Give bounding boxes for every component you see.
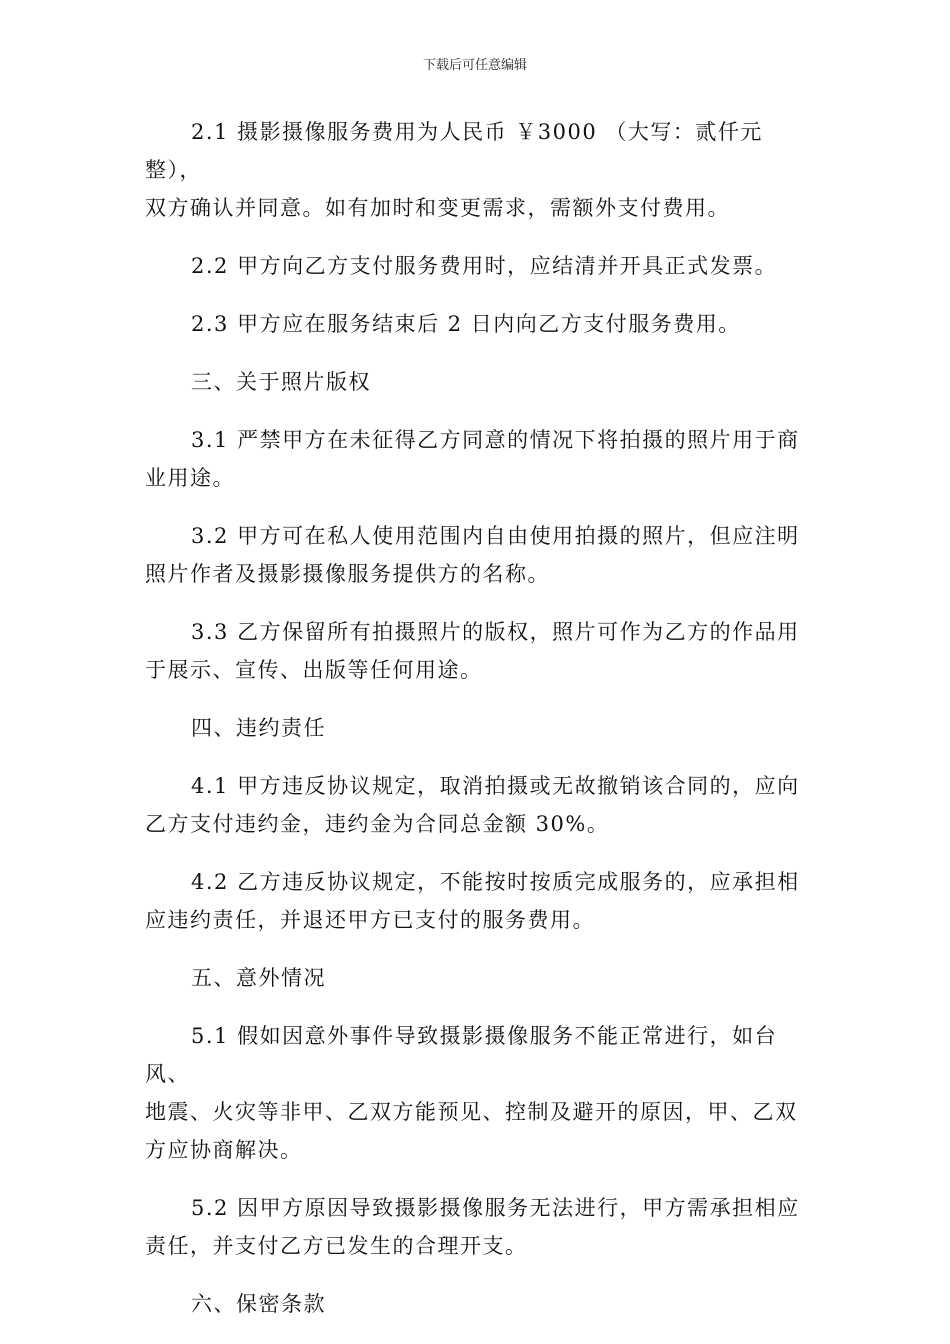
paragraph-line: 乙方支付违约金，违约金为合同总金额 30%。	[145, 812, 610, 836]
paragraph-line: 3.1 严禁甲方在未征得乙方同意的情况下将拍摄的照片用于商	[191, 428, 800, 452]
paragraph-4-1	[145, 767, 811, 843]
section-heading: 六、保密条款	[191, 1292, 326, 1316]
paragraph-5-2	[145, 1189, 811, 1265]
section-heading-3	[145, 363, 811, 401]
paragraph-5-1	[145, 1017, 811, 1169]
paragraph-line: 5.1 假如因意外事件导致摄影摄像服务不能正常进行，如台风、	[145, 1024, 778, 1086]
section-heading: 三、关于照片版权	[191, 370, 371, 394]
section-heading-6	[145, 1285, 811, 1323]
paragraph-line: 3.3 乙方保留所有拍摄照片的版权，照片可作为乙方的作品用	[191, 620, 800, 644]
paragraph-line: 3.2 甲方可在私人使用范围内自由使用拍摄的照片，但应注明	[191, 524, 800, 548]
paragraph-line: 4.1 甲方违反协议规定，取消拍摄或无故撤销该合同的，应向	[191, 774, 800, 798]
paragraph-line: 2.3 甲方应在服务结束后 2 日内向乙方支付服务费用。	[191, 312, 741, 336]
paragraph-line: 双方确认并同意。如有加时和变更需求，需额外支付费用。	[145, 196, 730, 220]
paragraph-2-2	[145, 247, 811, 285]
paragraph-line: 2.2 甲方向乙方支付服务费用时，应结清并开具正式发票。	[191, 254, 778, 278]
paragraph-line: 5.2 因甲方原因导致摄影摄像服务无法进行，甲方需承担相应	[191, 1196, 800, 1220]
section-heading-5	[145, 959, 811, 997]
paragraph-line: 2.1 摄影摄像服务费用为人民币 ￥3000 （大写：贰仟元整），	[145, 120, 763, 182]
paragraph-line: 于展示、宣传、出版等任何用途。	[145, 658, 483, 682]
paragraph-line: 方应协商解决。	[145, 1138, 303, 1162]
paragraph-line: 应违约责任，并退还甲方已支付的服务费用。	[145, 908, 595, 932]
paragraph-3-1	[145, 421, 811, 497]
paragraph-4-2	[145, 863, 811, 939]
section-heading: 四、违约责任	[191, 716, 326, 740]
paragraph-line: 业用途。	[145, 466, 235, 490]
paragraph-line: 地震、火灾等非甲、乙双方能预见、控制及避开的原因，甲、乙双	[145, 1100, 798, 1124]
paragraph-line: 4.2 乙方违反协议规定，不能按时按质完成服务的，应承担相	[191, 870, 800, 894]
section-heading: 五、意外情况	[191, 966, 326, 990]
section-heading-4	[145, 709, 811, 747]
paragraph-line: 责任，并支付乙方已发生的合理开支。	[145, 1234, 528, 1258]
paragraph-2-1	[145, 113, 811, 227]
paragraph-3-2	[145, 517, 811, 593]
paragraph-2-3	[145, 305, 811, 343]
page-header-note: 下载后可任意编辑	[422, 58, 527, 73]
paragraph-3-3	[145, 613, 811, 689]
paragraph-line: 照片作者及摄影摄像服务提供方的名称。	[145, 562, 550, 586]
document-body	[145, 113, 811, 1343]
